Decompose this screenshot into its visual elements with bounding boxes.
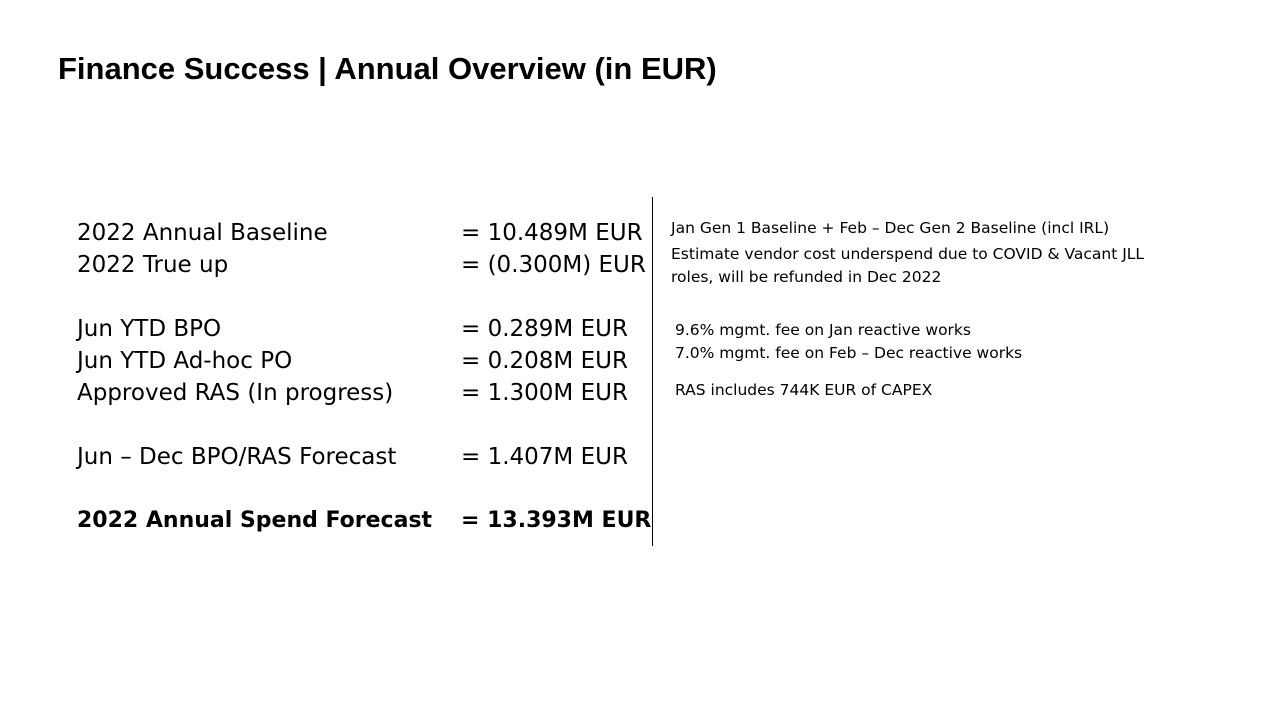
summary-row-true-up [0,249,650,281]
summary-row-ytd-adhoc-po [0,345,650,377]
note-true-up-line-1: Estimate vendor cost underspend due to COVID & Vacant JLL [671,245,1145,263]
vertical-divider [652,197,653,546]
row-label: Jun – Dec BPO/RAS Forecast [77,444,397,470]
row-value: = 1.300M EUR [461,380,628,406]
row-value: = 0.289M EUR [461,316,628,342]
note-fee-feb-dec: 7.0% mgmt. fee on Feb – Dec reactive works [675,344,1023,362]
row-label: Jun YTD BPO [77,316,222,342]
summary-row-annual-spend-forecast [0,505,650,537]
row-value: = 0.208M EUR [461,348,628,374]
slide-title: Finance Success | Annual Overview (in EUR) [58,51,717,86]
row-value: = 1.407M EUR [461,444,628,470]
row-label: Approved RAS (In progress) [77,380,394,406]
row-label: 2022 Annual Spend Forecast [77,508,433,533]
note-baseline: Jan Gen 1 Baseline + Feb – Dec Gen 2 Baseline (incl IRL) [671,219,1110,237]
row-value: = 13.393M EUR [461,508,652,533]
note-true-up-line-2: roles, will be refunded in Dec 2022 [671,268,942,286]
summary-row-approved-ras [0,377,650,409]
row-label: 2022 Annual Baseline [77,220,328,246]
summary-row-bpo-ras-forecast [0,441,650,473]
note-fee-jan: 9.6% mgmt. fee on Jan reactive works [675,321,971,339]
row-label: Jun YTD Ad-hoc PO [77,348,293,374]
row-value: = 10.489M EUR [461,220,643,246]
note-ras-capex: RAS includes 744K EUR of CAPEX [675,381,933,399]
summary-row-ytd-bpo [0,313,650,345]
summary-row-annual-baseline [0,217,650,249]
row-value: = (0.300M) EUR [461,252,646,278]
row-label: 2022 True up [77,252,229,278]
